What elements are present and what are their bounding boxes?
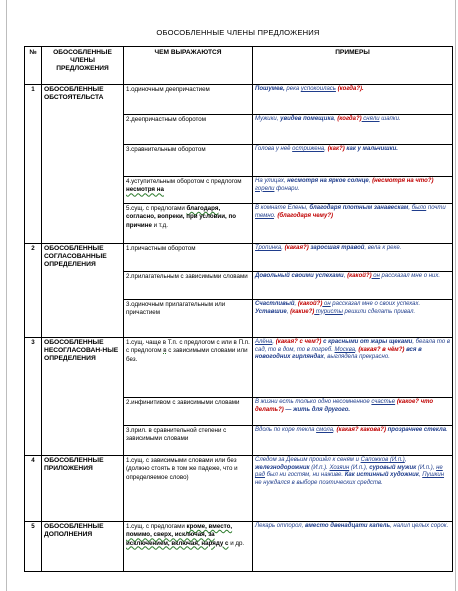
text-run: с зависимыми словами или без. bbox=[126, 347, 248, 363]
text-run: был ни гостям, ни наживе. bbox=[265, 472, 345, 479]
example-cell bbox=[253, 177, 453, 204]
text-run: (благодаря чему?) bbox=[277, 212, 333, 219]
example-cell bbox=[253, 426, 453, 456]
text-run: согласно, вопреки, при условии, по причине bbox=[126, 213, 236, 229]
text-run: несмотря на яркое солнце bbox=[287, 178, 369, 184]
text-run: , bbox=[272, 339, 276, 345]
text-run: (И.п.). bbox=[309, 464, 330, 471]
text-run: , выглядела прекрасно. bbox=[323, 354, 390, 361]
text-run: благодаря bbox=[186, 205, 219, 212]
example-cell bbox=[253, 398, 453, 426]
text-run: как у мальчишки. bbox=[344, 146, 398, 152]
text-run: В жизни есть только одно несомненное bbox=[255, 399, 372, 405]
expressed-by-cell: 3.одиночным прилагательным или причастием bbox=[124, 300, 253, 338]
group-number: 2 bbox=[25, 244, 42, 338]
text-run: , bbox=[294, 301, 298, 307]
header-number: № bbox=[25, 47, 42, 85]
group-number: 3 bbox=[25, 338, 42, 456]
group-category: ОБОСОБЛЕННЫЕ ОБСТОЯТЕЛЬСТА bbox=[42, 85, 124, 244]
example-cell bbox=[253, 456, 453, 522]
text-run: В комнате Елены, bbox=[255, 205, 310, 211]
table-row bbox=[25, 456, 453, 522]
text-run: Сапожков bbox=[360, 457, 389, 463]
example-cell bbox=[253, 300, 453, 338]
text-run: не рад bbox=[255, 464, 443, 479]
text-run: (несмотря на что?) bbox=[372, 178, 434, 184]
text-run: , bbox=[218, 205, 221, 212]
text-run: заросшая травой bbox=[308, 245, 365, 251]
text-run: он bbox=[371, 273, 380, 279]
group-category: ОБОСОБЛЕННЫЕ СОГЛАСОВАННЫЕ ОПРЕДЕЛЕНИЯ bbox=[42, 244, 124, 338]
example-cell bbox=[253, 522, 453, 572]
text-run: 1.сущ. чаще в Т.п. с предлогом с или в П.п. с предлогом bbox=[126, 339, 250, 355]
group-category: ОБОСОБЛЕННЫЕ ДОПОЛНЕНИЯ bbox=[42, 522, 124, 572]
text-run: , bbox=[283, 86, 287, 92]
text-run: , bbox=[418, 472, 423, 479]
text-run: . bbox=[446, 427, 448, 433]
text-run: , bbox=[343, 273, 348, 279]
text-run: , налил целых сорок. bbox=[390, 523, 449, 529]
expressed-by-cell: 3.сравнительным оборотом bbox=[124, 145, 253, 177]
text-run: несмотря на bbox=[126, 186, 164, 194]
example-cell bbox=[253, 244, 453, 272]
example-cell bbox=[253, 85, 453, 115]
table-row bbox=[25, 522, 453, 572]
text-run: 1.сущ. с предлогами bbox=[126, 523, 187, 530]
text-run: Мужики, bbox=[255, 116, 281, 122]
text-run: 4.уступительным оборотом с предлогом bbox=[126, 178, 242, 185]
text-run: благодаря плотным занавескам bbox=[309, 205, 409, 211]
text-run: , бегала то в сад, то в дом, то в погреб. bbox=[255, 339, 450, 353]
text-run: успокоилась bbox=[300, 86, 336, 92]
table-row bbox=[25, 244, 453, 272]
text-run: Алёна bbox=[255, 339, 273, 345]
text-run: (какая?) bbox=[284, 245, 309, 251]
text-run: (какой?) bbox=[347, 273, 372, 279]
text-run: туристы bbox=[314, 308, 343, 315]
text-run: вся в новогодних гирляндах bbox=[255, 346, 422, 361]
table-body bbox=[25, 85, 453, 572]
expressed-by-cell: 2.деепричастным оборотом bbox=[124, 115, 253, 145]
text-run: темно bbox=[255, 212, 275, 219]
text-run: шапки. bbox=[379, 116, 401, 122]
group-number: 5 bbox=[25, 522, 42, 572]
text-run: было bbox=[411, 205, 427, 211]
text-run: , bbox=[355, 346, 359, 353]
group-number: 1 bbox=[25, 85, 42, 244]
text-run: рассказал мне о своих успехах. bbox=[330, 301, 421, 307]
page-frame-left bbox=[6, 0, 7, 591]
text-run: , bbox=[281, 245, 285, 251]
text-run: Следом за Девьим прошёл к сеням и bbox=[255, 457, 361, 463]
text-run: смола bbox=[316, 427, 334, 433]
text-run: с красными от жары щеками bbox=[321, 339, 413, 345]
text-run: сняли bbox=[361, 116, 380, 122]
text-run: — жить для другого. bbox=[283, 406, 351, 413]
text-run: Вдоль по коре текла bbox=[255, 427, 317, 433]
text-run: увидев помещика bbox=[280, 116, 334, 122]
text-run: кроме, вместо, помимо, сверх, исключая, за исключением, включая, наряду с bbox=[126, 523, 233, 547]
text-run: Пушкин bbox=[422, 472, 445, 479]
table-row bbox=[25, 85, 453, 115]
text-run: суровый мужик bbox=[369, 464, 417, 471]
text-run: , bbox=[408, 205, 412, 211]
table-row bbox=[25, 338, 453, 398]
example-cell bbox=[253, 272, 453, 300]
expressed-by-cell bbox=[124, 338, 253, 398]
text-run: Довольный своими успехами bbox=[255, 273, 344, 279]
text-run: Хозяин bbox=[329, 464, 350, 471]
text-run: Как истинный художник bbox=[344, 472, 419, 479]
text-run: и др. bbox=[228, 539, 245, 547]
text-run: На улицах, bbox=[255, 178, 288, 184]
expressed-by-cell: 1.причастным оборотом bbox=[124, 244, 253, 272]
text-run: Счастливый bbox=[255, 301, 295, 307]
text-run: острижена bbox=[292, 146, 325, 152]
text-run: он bbox=[322, 301, 331, 307]
text-run: и т.д. bbox=[151, 221, 168, 229]
expressed-by-cell bbox=[124, 522, 253, 572]
text-run: Лекарь отпорол, bbox=[255, 523, 306, 529]
text-run: рассказал мне о них. bbox=[379, 273, 441, 279]
group-category: ОБОСОБЛЕННЫЕ НЕСОГЛАСОВАН-НЫЕ ОПРЕДЕЛЕНИЯ bbox=[42, 338, 124, 456]
example-cell bbox=[253, 115, 453, 145]
text-run: Москва bbox=[334, 346, 356, 353]
text-run: Пошумев bbox=[255, 86, 284, 92]
expressed-by-cell: 1.сущ. с зависимыми словами или без (должно стоять в том же падеже, что и определяемое слово) bbox=[124, 456, 253, 522]
text-run: вместо двенадцати капель bbox=[305, 523, 391, 529]
document-page bbox=[24, 18, 452, 572]
text-run: (какой?) bbox=[297, 301, 323, 307]
text-run: , bbox=[333, 427, 337, 433]
text-run: не нуждался в выборе поэтических средств. bbox=[255, 479, 383, 486]
example-cell bbox=[253, 338, 453, 398]
text-run: , bbox=[404, 457, 407, 463]
text-run: , bbox=[333, 116, 338, 122]
text-run: горели bbox=[255, 185, 275, 192]
text-run: почти bbox=[426, 205, 446, 211]
text-run: (какое? что делать?) bbox=[255, 399, 434, 413]
document-title: ОБОСОБЛЕННЫЕ ЧЛЕНЫ ПРЕДЛОЖЕНИЯ bbox=[156, 28, 320, 37]
text-run: река bbox=[286, 86, 301, 92]
text-run: (когда?). bbox=[335, 86, 364, 92]
expressed-by-cell: 1.одиночным деепричастием bbox=[124, 85, 253, 115]
text-run: железнодорожник bbox=[255, 464, 310, 471]
text-run: Голова у неё bbox=[255, 146, 293, 152]
text-run: (И.п.) bbox=[388, 457, 405, 463]
text-run: , bbox=[286, 308, 291, 315]
header-category: ОБОСОБЛЕННЫЕ ЧЛЕНЫ ПРЕДЛОЖЕНИЯ bbox=[42, 47, 124, 85]
header-examples: ПРИМЕРЫ bbox=[253, 47, 453, 85]
text-run: , bbox=[368, 178, 373, 184]
text-run: (как?) bbox=[327, 146, 345, 152]
group-category: ОБОСОБЛЕННЫЕ ПРИЛОЖЕНИЯ bbox=[42, 456, 124, 522]
text-run: (И.п.), bbox=[416, 464, 437, 471]
expressed-by-cell bbox=[124, 204, 253, 244]
expressed-by-cell bbox=[124, 177, 253, 204]
text-run: (какая? какова?) bbox=[336, 427, 386, 433]
table-header-row bbox=[25, 47, 453, 85]
text-run: счастье bbox=[371, 399, 396, 405]
text-run: . bbox=[274, 212, 278, 219]
isolated-members-table bbox=[24, 46, 453, 572]
text-run: решили сделать привал. bbox=[342, 308, 416, 315]
text-run: Уставшие bbox=[255, 308, 287, 315]
group-number: 4 bbox=[25, 456, 42, 522]
example-cell bbox=[253, 204, 453, 244]
example-cell bbox=[253, 145, 453, 177]
expressed-by-cell: 2.инфинитивом с зависимыми словами bbox=[124, 398, 253, 426]
text-run: (какая? с чем?) bbox=[275, 339, 322, 345]
text-run: 5.сущ. с предлогами bbox=[126, 205, 187, 212]
text-run: (какие?) bbox=[290, 308, 315, 315]
text-run: (И.п.), bbox=[349, 464, 370, 471]
text-run: фонари. bbox=[274, 185, 300, 192]
text-run: в bbox=[163, 347, 167, 355]
expressed-by-cell: 2.прилагательным с зависимыми словами bbox=[124, 272, 253, 300]
page-frame-right bbox=[455, 0, 456, 591]
text-run: (какая? в чём?) bbox=[358, 346, 405, 353]
text-run: , вела к реке. bbox=[364, 245, 402, 251]
header-expressed-by: ЧЕМ ВЫРАЖАЮТСЯ bbox=[124, 47, 253, 85]
text-run: (когда?) bbox=[337, 116, 362, 122]
text-run: , bbox=[324, 146, 328, 152]
text-run: Тропинка bbox=[255, 245, 282, 251]
expressed-by-cell: 3.прил. в сравнительной степени с зависимыми словами bbox=[124, 426, 253, 456]
text-run: прозрачнее стекла bbox=[385, 427, 447, 433]
